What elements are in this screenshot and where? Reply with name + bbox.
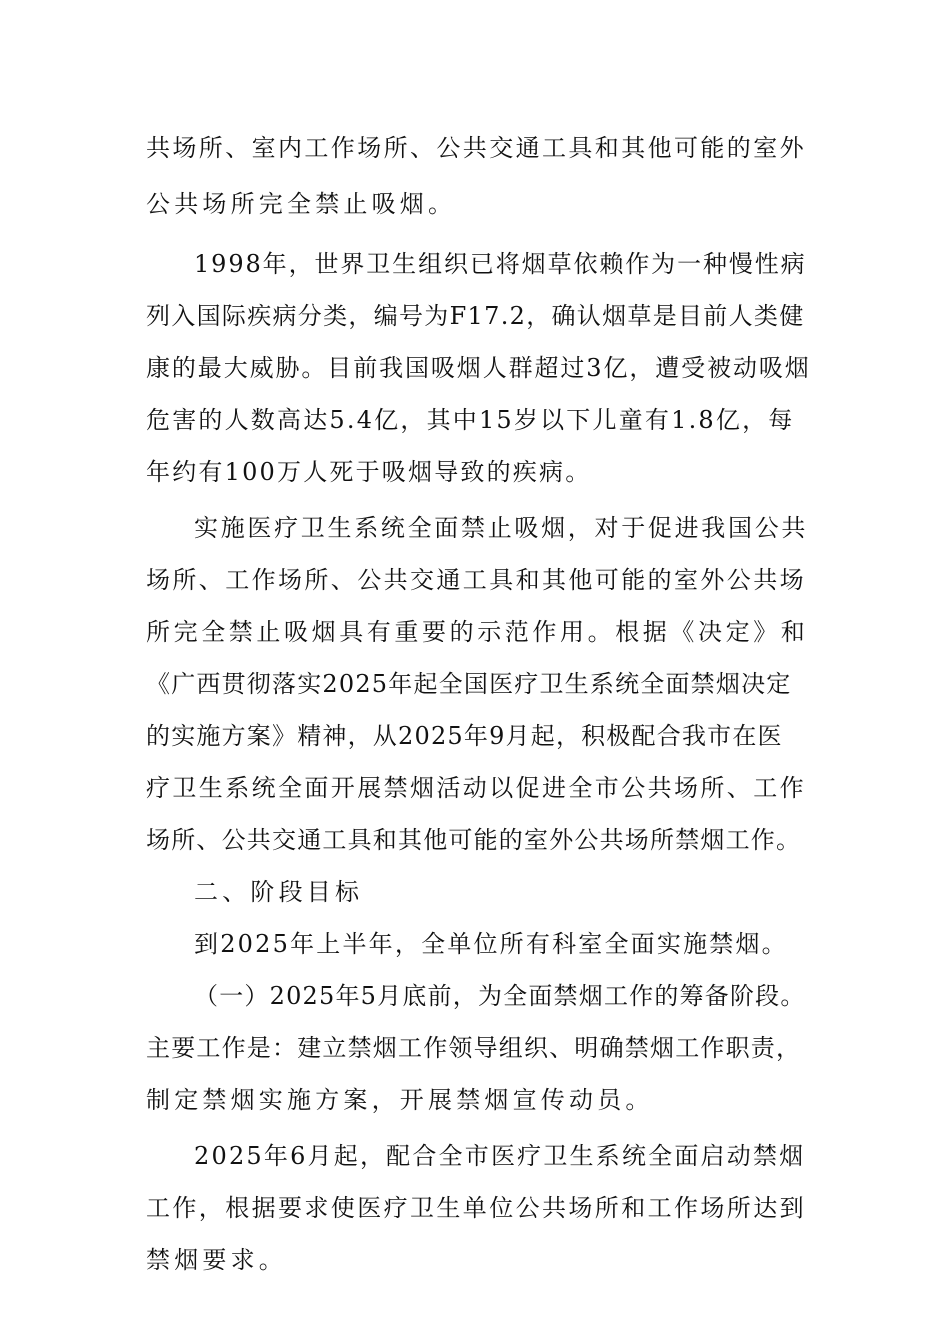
paragraph-start-line: 到2025年上半年，全单位所有科室全面实施禁烟。 — [194, 930, 788, 958]
paragraph-start-line: 实施医疗卫生系统全面禁止吸烟，对于促进我国公共 — [194, 514, 809, 542]
text-line: 主要工作是：建立禁烟工作领导组织、明确禁烟工作职责， — [146, 1034, 802, 1062]
text-line: 危害的人数高达5.4亿，其中15岁以下儿童有1.8亿，每 — [146, 406, 795, 434]
paragraph-start-line: 2025年6月起，配合全市医疗卫生系统全面启动禁烟 — [194, 1142, 806, 1170]
text-line: 疗卫生系统全面开展禁烟活动以促进全市公共场所、工作 — [146, 774, 806, 802]
text-line: 公共场所完全禁止吸烟。 — [146, 190, 457, 218]
document-body — [146, 122, 810, 1286]
text-line: 共场所、室内工作场所、公共交通工具和其他可能的室外 — [146, 134, 806, 162]
text-line: 的实施方案》精神，从2025年9月起，积极配合我市在医 — [146, 722, 783, 750]
text-line: 工作，根据要求使医疗卫生单位公共场所和工作场所达到 — [146, 1194, 806, 1222]
paragraph-start-line: 1998年，世界卫生组织已将烟草依赖作为一种慢性病 — [194, 250, 807, 278]
text-line: 禁烟要求。 — [146, 1246, 287, 1274]
text-line: 康的最大威胁。目前我国吸烟人群超过3亿，遭受被动吸烟 — [146, 354, 811, 382]
text-line: 所完全禁止吸烟具有重要的示范作用。根据《决定》和 — [146, 618, 809, 646]
text-line: 场所、公共交通工具和其他可能的室外公共场所禁烟工作。 — [146, 826, 802, 854]
text-line: 年约有100万人死于吸烟导致的疾病。 — [146, 458, 592, 486]
text-line: 场所、工作场所、公共交通工具和其他可能的室外公共场 — [146, 566, 806, 594]
text-line: 制定禁烟实施方案，开展禁烟宣传动员。 — [146, 1086, 654, 1114]
section-heading: 二、阶段目标 — [194, 878, 364, 906]
paragraph-start-line: （一）2025年5月底前，为全面禁烟工作的筹备阶段。 — [194, 982, 806, 1010]
text-line: 《广西贯彻落实2025年起全国医疗卫生系统全面禁烟决定 — [146, 670, 792, 698]
text-line: 列入国际疾病分类，编号为F17.2，确认烟草是目前人类健 — [146, 302, 805, 330]
